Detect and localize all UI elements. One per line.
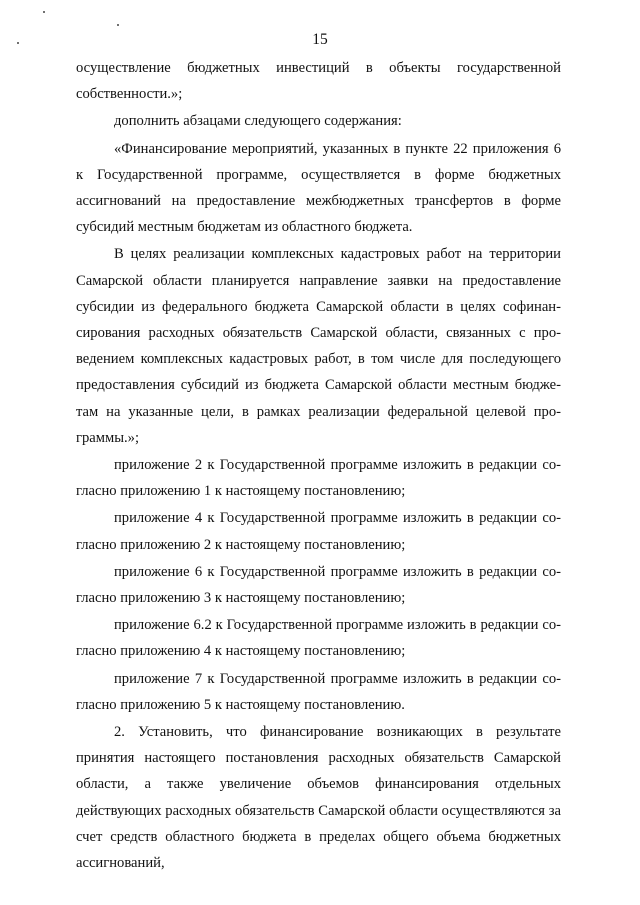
paragraph: дополнить абзацами следующего содержания: <box>114 113 402 130</box>
paragraph: приложение 6.2 к Государственной программе изложить в редакции согласно приложению 4 к настоящему постановлению; <box>76 617 561 660</box>
scan-speck <box>117 24 119 26</box>
page-number: 15 <box>312 31 328 48</box>
paragraph: «Финансирование мероприятий, указанных в пункте 22 приложения 6 к Государственной программе, осуществляется в форме бюджетных ассигнований на предоставление межбюджетных трансфертов в форме субсидий местным бюджетам из областного бюджета. <box>76 140 561 236</box>
paragraph: 2. Установить, что финансирование возникающих в результате принятия настоящего постановления расходных обязательств Самарской области, а также увеличение объемов финансирования отдельных действующих расходных обязательств Самарской области осуществляются за счет средств областного бюджета в пределах общего объема бюджетных ассигнований, <box>76 724 561 872</box>
paragraph: приложение 7 к Государственной программе изложить в редакции согласно приложению 5 к настоящему постановлению. <box>76 670 561 713</box>
paragraph: приложение 2 к Государственной программе изложить в редакции согласно приложению 1 к настоящему постановлению; <box>76 457 561 500</box>
paragraph: В целях реализации комплексных кадастровых работ на территории Самарской области планируется направление заявки на предоставление субсидии из федерального бюджета Самарской области в целях софинансирования расходных обязательств Самарской области, связанных с проведением комплексных кадастровых работ, в том числе для последующего предоставления субсидий из бюджета Самарской области местным бюджетам на указанные цели, в рамках реализации федеральной целевой программы.»; <box>76 246 561 446</box>
paragraph: приложение 6 к Государственной программе изложить в редакции согласно приложению 3 к настоящему постановлению; <box>76 563 561 607</box>
scan-speck <box>43 11 45 13</box>
paragraph: осуществление бюджетных инвестиций в объекты государственной собственности.»; <box>76 60 561 103</box>
document-body <box>76 55 561 876</box>
paragraph: приложение 4 к Государственной программе изложить в редакции согласно приложению 2 к настоящему постановлению; <box>76 510 561 553</box>
